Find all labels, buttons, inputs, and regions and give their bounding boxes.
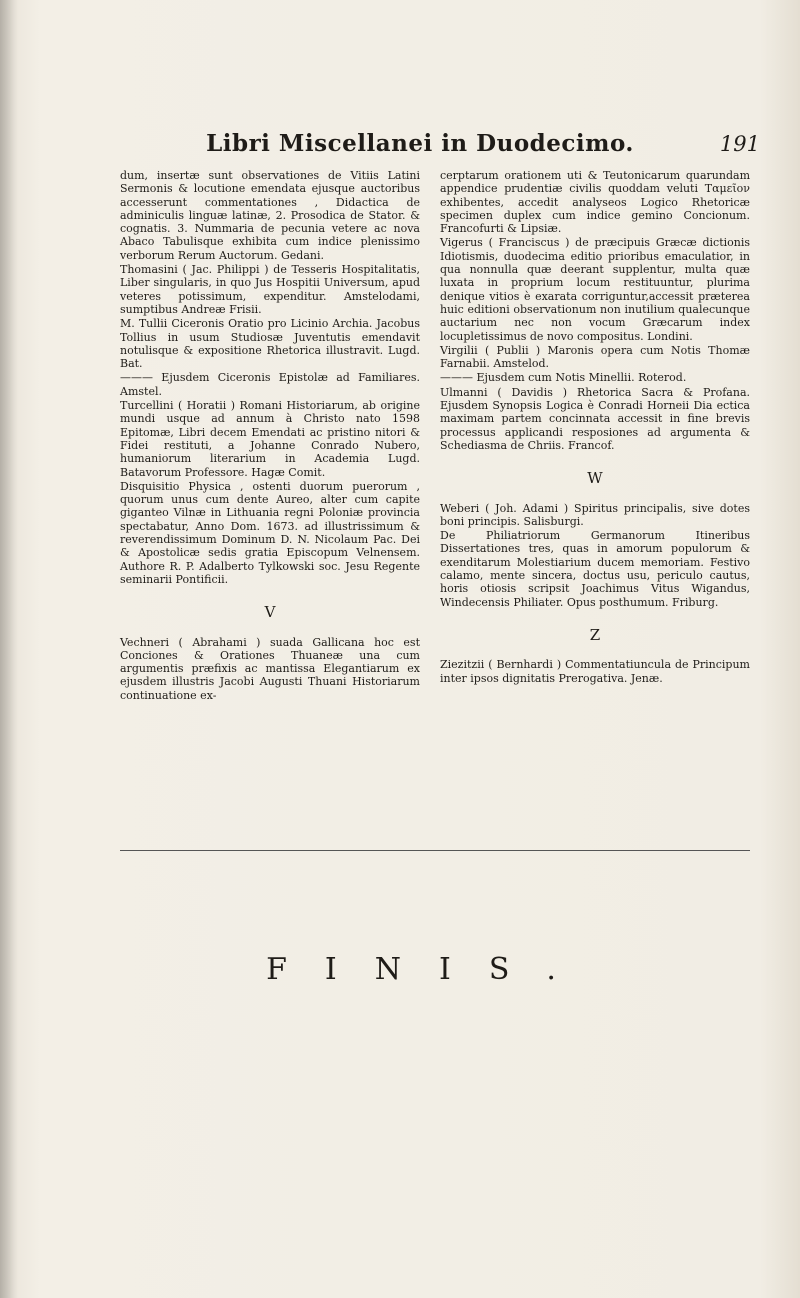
finis-text: FINIS.	[266, 952, 594, 987]
binding-shadow	[0, 0, 18, 1298]
catalog-entry: Ziezitzii ( Bernhardi ) Commentatiuncula de Principum inter ipsos dignitatis Prerogativa. Jenæ.	[440, 658, 750, 685]
running-title: Libri Miscellanei in Duodecimo.	[206, 130, 634, 157]
catalog-entry: Disquisitio Physica , ostenti duorum puerorum , quorum unus cum dente Aureo, alter cum capite giganteo Vilnæ in Lithuania regni Poloniæ provincia spectabatur, Anno Dom. 1673. ad illustrissimum & reverendissimum Dominum D. N. Nicolaum Pac. Dei & Apostolicæ sedis gratia Episcopum Velnensem. Authore R. P. Adalberto Tylkowski soc. Jesu Regente seminarii Pontificii.	[120, 479, 420, 586]
catalog-entry: Ulmanni ( Davidis ) Rhetorica Sacra & Profana. Ejusdem Synopsis Logica è Conradi Horneii Dia ectica maximam partem concinnata accessit in fine brevis processus applicandi resposiones ad argumenta & Schediasma de Chriis. Francof.	[440, 385, 750, 452]
footer-rule	[120, 850, 750, 851]
section-letter-v: V	[264, 603, 276, 622]
page-number: 191	[719, 132, 760, 156]
catalog-entry: De Philiatriorum Germanorum Itineribus Dissertationes tres, quas in amorum populorum & exenditarum Molestiarium ducem memoriam. Festivo calamo, mente sincera, doctus usu, periculo cautus, horis otiosis scripsit Joachimus Vitus Wigandus, Windecensis Philiater. Opus posthumum. Friburg.	[440, 529, 750, 609]
catalog-entry: dum, insertæ sunt observationes de Vitiis Latini Sermonis & locutione emendata ejusque auctoribus accesserunt commentationes , Didactica de adminiculis linguæ latinæ, 2. Prosodica de Stator. & cognatis. 3. Nummaria de pecunia vetere ac nova Abaco Tabulisque exhibita cum indice plenissimo verborum Rerum Auctorum. Gedani.	[120, 169, 420, 262]
catalog-entry: Turcellini ( Horatii ) Romani Historiarum, ab origine mundi usque ad annum à Christo nato 1598 Epitomæ, Libri decem Emendati ac pristino nitori & Fidei restituti, a Johanne Conrado Nubero, humaniorum literarium in Academia Lugd. Batavorum Professore. Hagæ Comit.	[120, 399, 420, 479]
catalog-entry: Vigerus ( Franciscus ) de præcipuis Græcæ dictionis Idiotismis, duodecima editio prioribus emaculatior, in qua nonnulla quæ deerant supplentur, multa quæ luxata in proprium locum restituuntur, plurima denique vitios è exarata corriguntur,accessit præterea huic editioni observationum non inutilium qualecunque auctarium nec non vocum Græcarum index locupletissimus de novo compositus. Londini.	[440, 236, 750, 343]
catalog-entry: cerptarum orationem uti & Teutonicarum quarundam appendice prudentiæ civilis quoddam veluti Ταμεῖον exhibentes, accedit analyseos Logico Rhetoricæ specimen duplex cum indice gemino Concionum. Francofurti & Lipsiæ.	[440, 169, 750, 236]
left-column	[120, 168, 420, 702]
section-letter-w: W	[587, 469, 603, 488]
catalog-entry: Vechneri ( Abrahami ) suada Gallicana hoc est Conciones & Orationes Thuaneæ una cum argumentis præfixis ac mantissa Elegantiarum ex ejusdem illustris Jacobi Augusti Thuani Historiarum continuatione ex-	[120, 635, 420, 702]
catalog-entry: Virgilii ( Publii ) Maronis opera cum Notis Thomæ Farnabii. Amstelod.	[440, 343, 750, 371]
catalog-entry: M. Tullii Ciceronis Oratio pro Licinio Archia. Jacobus Tollius in usum Studiosæ Juventutis emendavit notulisque & expositione Rhetorica illustravit. Lugd. Bat.	[120, 317, 420, 371]
catalog-entry: Weberi ( Joh. Adami ) Spiritus principalis, sive dotes boni principis. Salisburgi.	[440, 501, 750, 528]
catalog-entry: ——— Ejusdem Ciceronis Epistolæ ad Familiares. Amstel.	[120, 371, 420, 398]
right-column	[440, 168, 750, 685]
catalog-entry: Thomasini ( Jac. Philippi ) de Tesseris Hospitalitatis, Liber singularis, in quo Jus Hospitii Universum, apud veteres potissimum, expenditur. Amstelodami, sumptibus Andreæ Frisii.	[120, 263, 420, 316]
section-letter-z: Z	[589, 625, 601, 644]
page-header	[120, 130, 760, 166]
catalog-entry: ——— Ejusdem cum Notis Minellii. Roterod.	[440, 371, 687, 385]
